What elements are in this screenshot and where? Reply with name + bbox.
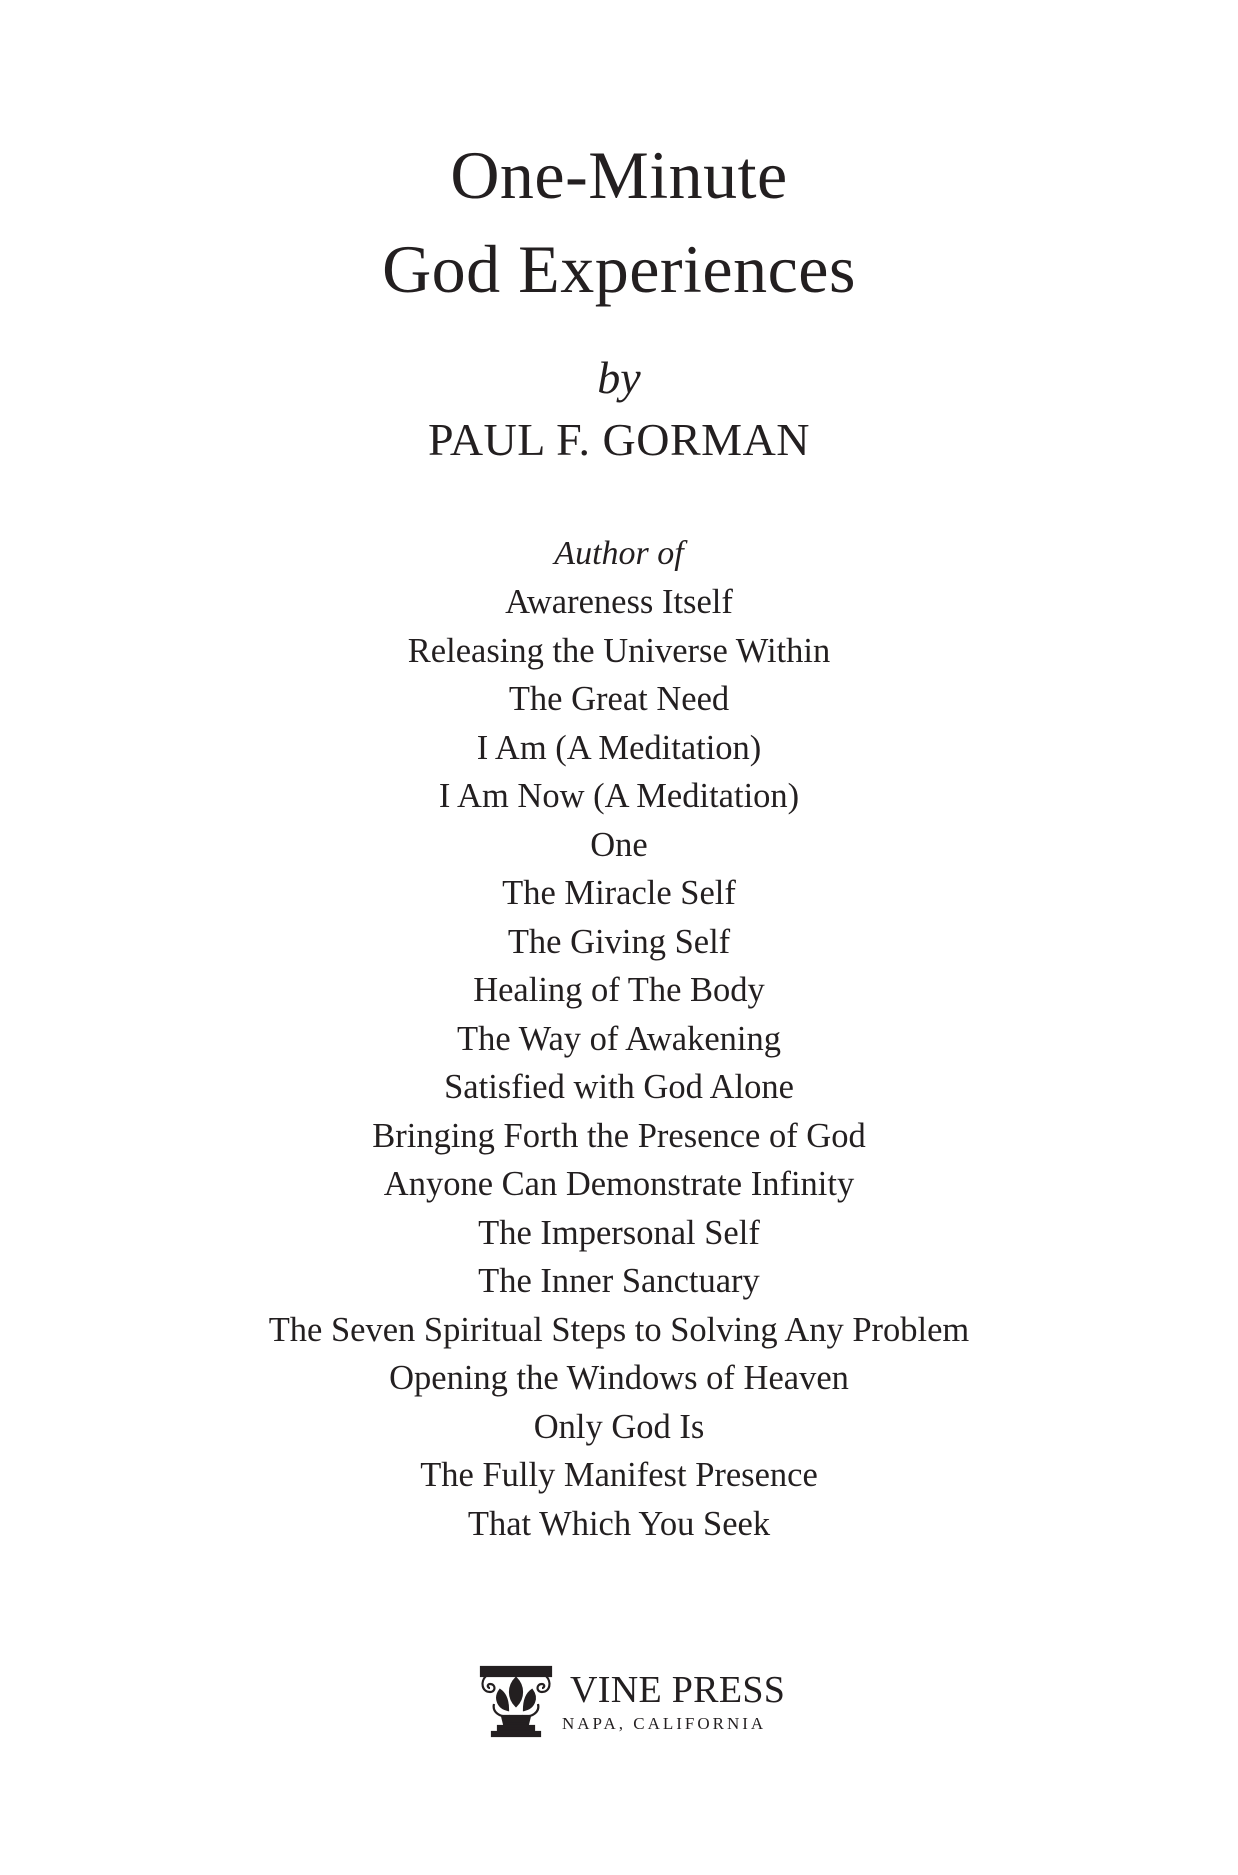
book-title <box>0 128 1238 316</box>
publisher-imprint <box>478 1664 798 1744</box>
author-of-heading: Author of <box>554 535 684 572</box>
book-list-item: Satisfied with God Alone <box>444 1068 794 1106</box>
book-list-item: Healing of The Body <box>473 971 765 1009</box>
book-list-item: Anyone Can Demonstrate Infinity <box>383 1165 855 1203</box>
publisher-name: VINE PRESS <box>570 1669 786 1711</box>
book-list-item: Only God Is <box>533 1407 705 1446</box>
book-list-item: Bringing Forth the Presence of God <box>372 1116 866 1155</box>
book-list-item: Awareness Itself <box>505 583 733 621</box>
book-list-item: The Fully Manifest Presence <box>420 1456 818 1494</box>
book-title-line-2: God Experiences <box>382 231 856 307</box>
book-list-item: The Way of Awakening <box>457 1019 781 1058</box>
by-label: by <box>597 352 641 403</box>
other-works-list <box>0 578 1238 1548</box>
book-list-item: The Impersonal Self <box>478 1213 760 1252</box>
book-list-item: That Which You Seek <box>467 1504 771 1543</box>
book-list-item: The Giving Self <box>507 922 731 961</box>
publisher-location: NAPA, CALIFORNIA <box>562 1714 767 1733</box>
corinthian-capital-icon <box>478 1664 554 1738</box>
book-list-item: The Seven Spiritual Steps to Solving Any Problem <box>268 1310 970 1349</box>
book-list-item: Releasing the Universe Within <box>407 631 831 670</box>
book-list-item: The Great Need <box>508 680 730 718</box>
book-list-item: Opening the Windows of Heaven <box>389 1359 849 1397</box>
author-name: PAUL F. GORMAN <box>427 414 811 465</box>
book-list-item: I Am Now (A Meditation) <box>438 777 800 815</box>
book-list-item: One <box>590 825 648 864</box>
book-list-item: The Miracle Self <box>502 874 736 912</box>
book-list-item: The Inner Sanctuary <box>478 1262 760 1300</box>
book-list-item: I Am (A Meditation) <box>476 728 762 767</box>
book-title-line-1: One-Minute <box>450 137 788 213</box>
